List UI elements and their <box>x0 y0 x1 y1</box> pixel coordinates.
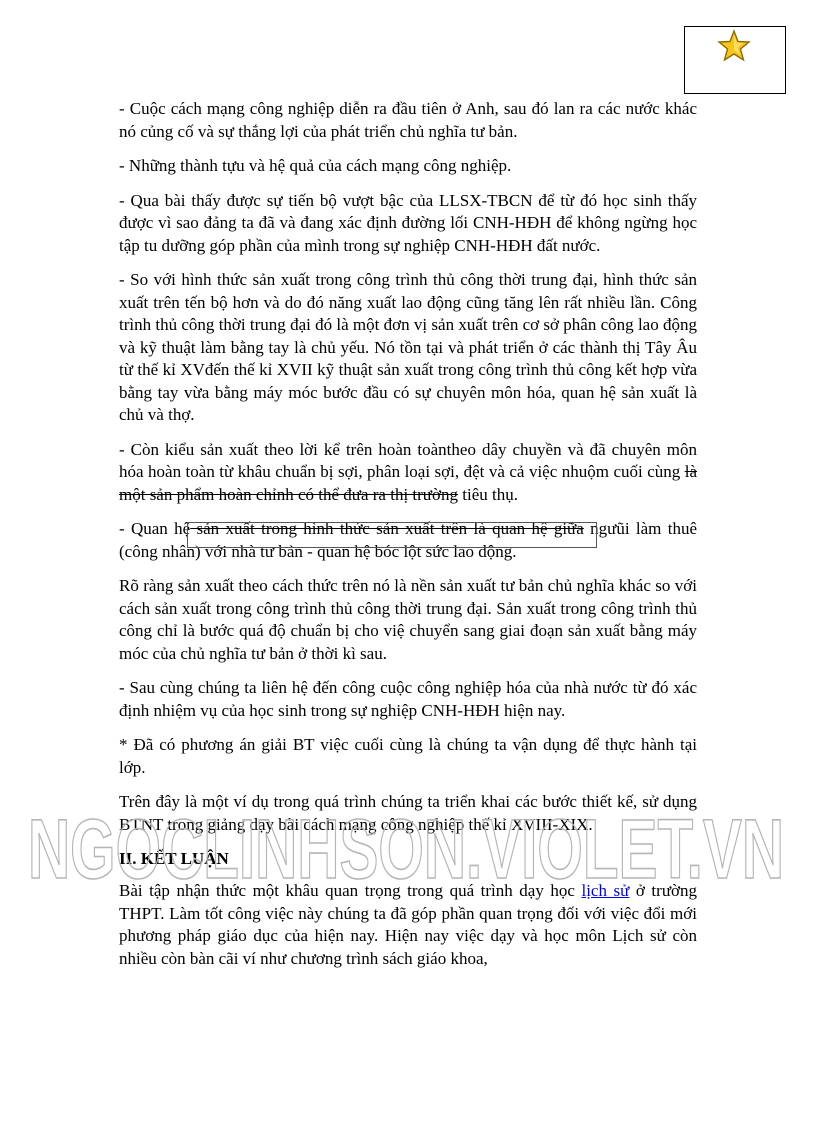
struck-text: là một sản phẩm hoàn chỉnh có thể đưa ra thị trường <box>119 462 697 504</box>
paragraph <box>119 880 697 970</box>
struck-text: sản xuất trong hình thức sản xuất trên là quan hệ giữa <box>190 519 584 538</box>
paragraph: * Đã có phương án giải BT việc cuối cùng là chúng ta vận dụng để thực hành tại lớp. <box>119 735 697 777</box>
star-icon <box>717 29 751 63</box>
paragraph: - Sau cùng chúng ta liên hệ đến công cuộc công nghiệp hóa của nhà nước từ đó xác định nhiệm vụ của học sinh trong sự nghiệp CNH-HĐH hiện nay. <box>119 678 697 720</box>
paragraph: - So với hình thức sản xuất trong công trình thủ công thời trung đại, hình thức sản xuất trên tến bộ hơn và do đó năng xuất lao động cũng tăng lên rất nhiều lần. Công trình thủ công thời trung đại đó là một đơn vị sản xuất trên cơ sở phân công lao động và kỹ thuật làm bằng tay là chủ yếu. Nó tồn tại và phát triển ở các thành thị Tây Âu từ thế kỉ XVđến thế kỉ XVII kỹ thuật sản xuất trong công trình thủ công kết hợp vừa bằng tay vừa bằng máy móc bước đầu có sự chuyên môn hóa, quan hệ sản xuất là chủ và thợ. <box>119 270 697 424</box>
paragraph <box>119 518 697 563</box>
paragraph <box>119 439 697 507</box>
paragraph-text: ở trường THPT. Làm tốt công việc này chúng ta đã góp phần quan trọng đối với việc đổi mới phương pháp giáo dục của hiện nay. Hiện nay việc dạy và học môn Lịch sử còn nhiều còn bàn cãi ví như chương trình sách giáo khoa, <box>119 881 698 968</box>
paragraph-text: - Quan hệ <box>119 519 191 538</box>
paragraph: - Cuộc cách mạng công nghiệp diễn ra đầu tiên ở Anh, sau đó lan ra các nước khác nó củng cố và sự thắng lợi của phát triển chủ nghĩa tư bản. <box>119 99 697 141</box>
document-body <box>119 98 697 982</box>
paragraph-text: Bài tập nhận thức một khâu quan trọng trong quá trình dạy học <box>119 881 582 900</box>
paragraph: Trên đây là một ví dụ trong quá trình chúng ta triển khai các bước thiết kế, sử dụng BTNT trong giảng dạy bài cách mạng công nghiệp thế kỉ XVIII-XIX. <box>119 792 697 834</box>
section-heading: II. KẾT LUẬN <box>119 849 229 868</box>
star-logo-box <box>684 26 786 94</box>
paragraph: Rõ ràng sản xuất theo cách thức trên nó là nền sản xuất tư bản chủ nghĩa khác so với cách sản xuất trong công trình thủ công thời trung đại. Sản xuất trong công trình thủ công chỉ là bước quá độ chuẩn bị cho việ chuyển sang giai đoạn sản xuất bằng máy móc của chủ nghĩa tư bản ở thời kì sau. <box>119 576 697 663</box>
paragraph-text: ngưũi làm thuê (công nhân) với nhà tư bản - quan hệ bóc lột sức lao động. <box>119 519 698 561</box>
paragraph-text: - Còn kiểu sản xuất theo lời kể trên hoàn toàntheo dây chuyền và đã chuyên môn hóa hoàn toàn từ khâu chuẩn bị sợi, phân loại sợi, đệt và cả việc nhuộm cuối cùng <box>119 439 697 481</box>
watermark-text: NGOCLINHSON.VIOLET.VN <box>28 802 784 888</box>
history-link[interactable]: lịch sử <box>581 881 630 900</box>
paragraph: - Những thành tựu và hệ quả của cách mạng công nghiệp. <box>119 156 512 175</box>
paragraph: - Qua bài thấy được sự tiến bộ vượt bậc của LLSX-TBCN để từ đó học sinh thấy được vì sao đảng ta đã và đang xác định đường lối CNH-HĐH để không ngừng học tập tu dưỡng góp phần của mình trong sự nghiệp CNH-HĐH đất nước. <box>119 190 697 255</box>
paragraph-text: tiêu thụ. <box>458 484 518 504</box>
